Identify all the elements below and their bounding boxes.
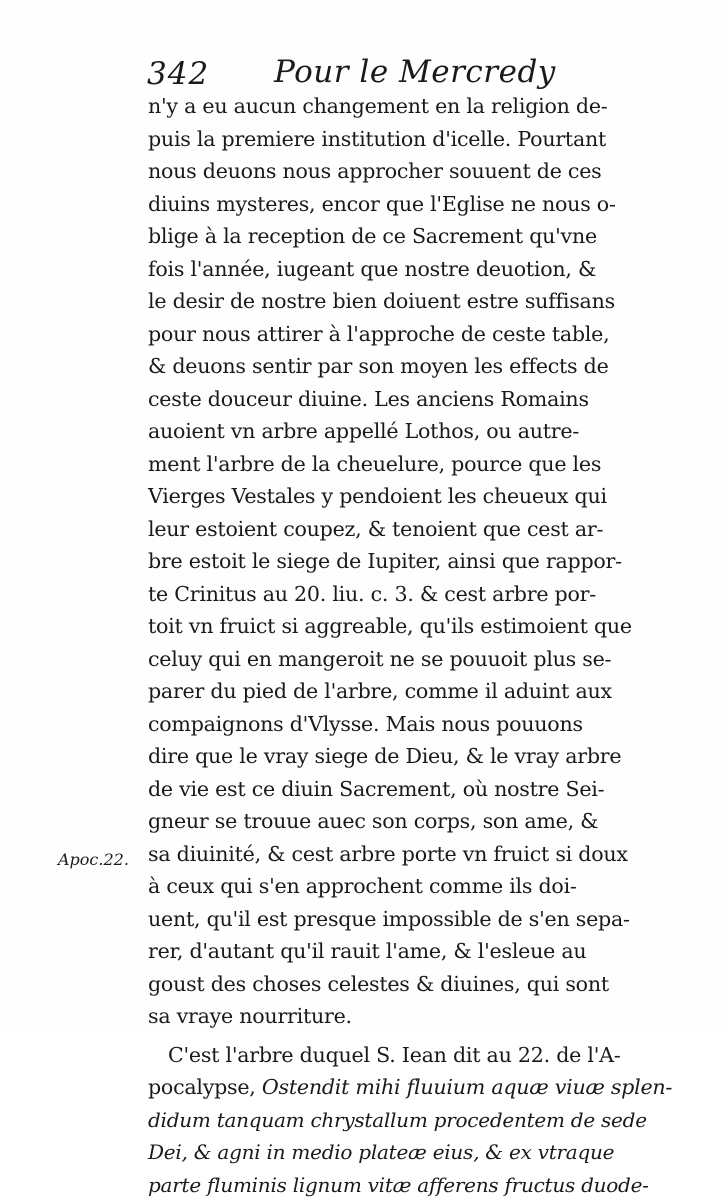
- text-line: [148, 1071, 570, 1104]
- text-line: dire que le vray siege de Dieu, & le vray arbre: [148, 740, 570, 773]
- text-line: sa vraye nourriture.: [148, 1000, 570, 1033]
- text-line: gneur se trouue auec son corps, son ame, &: [148, 805, 570, 838]
- text-line: parer du pied de l'arbre, comme il aduint aux: [148, 675, 570, 708]
- text-line: & deuons sentir par son moyen les effects de: [148, 350, 570, 383]
- text-line: puis la premiere institution d'icelle. Pourtant: [148, 123, 570, 156]
- text-line: n'y a eu aucun changement en la religion de-: [148, 90, 570, 123]
- text-segment: pocalypse,: [148, 1075, 262, 1099]
- text-line: toit vn fruict si aggreable, qu'ils estimoient que: [148, 610, 570, 643]
- text-line: ment l'arbre de la cheuelure, pource que les: [148, 448, 570, 481]
- text-line: leur estoient coupez, & tenoient que cest ar-: [148, 513, 570, 546]
- latin-line: parte fluminis lignum vitæ afferens fructus duode-: [148, 1169, 570, 1201]
- text-line: diuins mysteres, encor que l'Eglise ne nous o-: [148, 188, 570, 221]
- text-line: C'est l'arbre duquel S. Iean dit au 22. de l'A-: [148, 1039, 570, 1072]
- text-line: ceste douceur diuine. Les anciens Romains: [148, 383, 570, 416]
- running-title: Pour le Mercredy: [274, 54, 556, 90]
- latin-line: didum tanquam chrystallum procedentem de sede: [148, 1104, 570, 1137]
- text-line: le desir de nostre bien doiuent estre suffisans: [148, 285, 570, 318]
- text-line: sa diuinité, & cest arbre porte vn fruict si doux: [148, 838, 570, 871]
- page-number: 342: [147, 56, 209, 92]
- text-line: pour nous attirer à l'approche de ceste table,: [148, 318, 570, 351]
- text-line: nous deuons nous approcher souuent de ces: [148, 155, 570, 188]
- margin-note: Apoc.22.: [58, 850, 129, 869]
- text-line: bre estoit le siege de Iupiter, ainsi que rappor-: [148, 545, 570, 578]
- text-line: te Crinitus au 20. liu. c. 3. & cest arbre por-: [148, 578, 570, 611]
- latin-line: Dei, & agni in medio plateæ eius, & ex vtraque: [148, 1136, 570, 1169]
- latin-quotation: [148, 1104, 570, 1201]
- paragraph-1: [148, 90, 570, 1033]
- text-line: de vie est ce diuin Sacrement, où nostre Sei-: [148, 773, 570, 806]
- text-line: uent, qu'il est presque impossible de s'en sepa-: [148, 903, 570, 936]
- text-line: auoient vn arbre appellé Lothos, ou autre-: [148, 415, 570, 448]
- latin-quote-segment: Ostendit mihi fluuium aquæ viuæ splen-: [262, 1075, 672, 1099]
- text-line: rer, d'autant qu'il rauit l'ame, & l'esleue au: [148, 935, 570, 968]
- text-line: à ceux qui s'en approchent comme ils doi-: [148, 870, 570, 903]
- text-line: goust des choses celestes & diuines, qui sont: [148, 968, 570, 1001]
- text-line: blige à la reception de ce Sacrement qu'vne: [148, 220, 570, 253]
- text-line: celuy qui en mangeroit ne se pouuoit plus se-: [148, 643, 570, 676]
- text-line: Vierges Vestales y pendoient les cheueux qui: [148, 480, 570, 513]
- text-line: compaignons d'Vlysse. Mais nous pouuons: [148, 708, 570, 741]
- text-line: fois l'année, iugeant que nostre deuotion, &: [148, 253, 570, 286]
- body-text: [148, 90, 570, 1201]
